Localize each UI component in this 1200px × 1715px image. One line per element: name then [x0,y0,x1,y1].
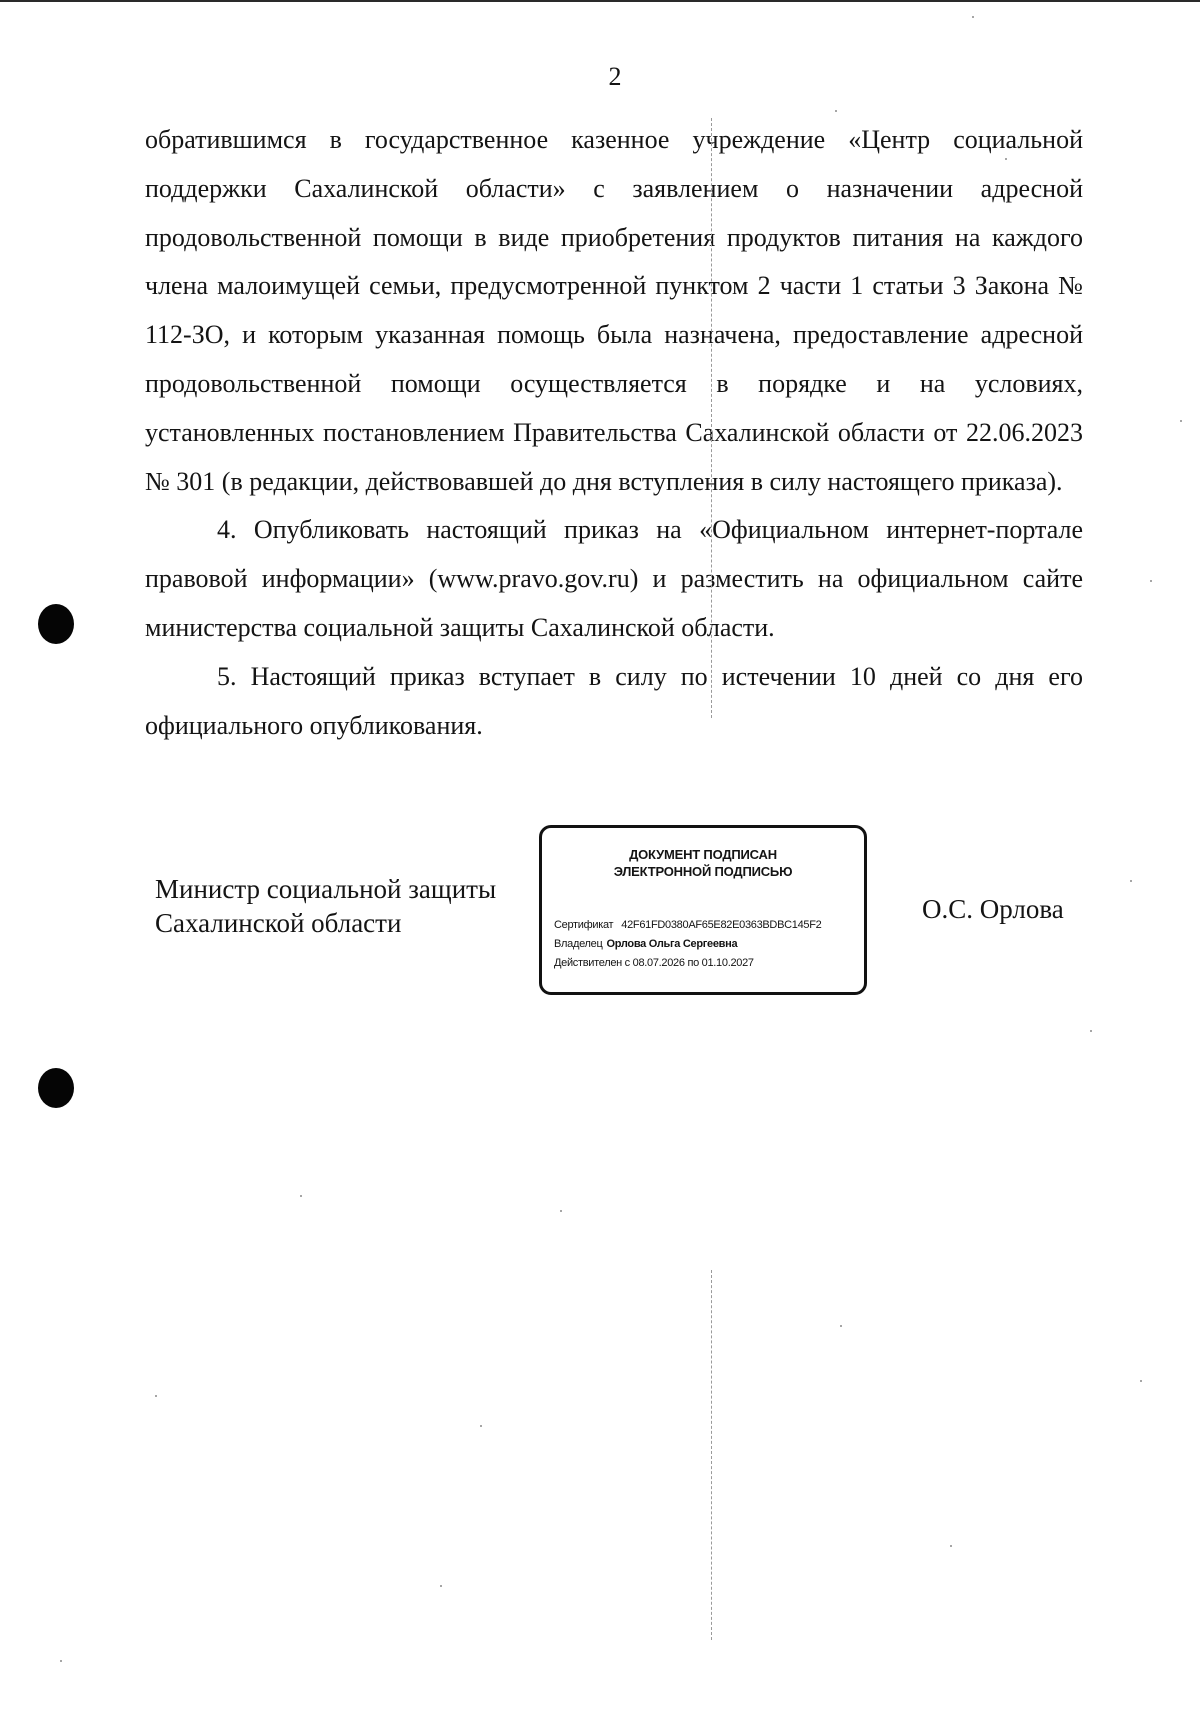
scan-speck [1150,580,1152,582]
stamp-certificate-row [554,916,821,935]
scan-speck [480,1425,482,1427]
scan-speck [60,1660,62,1662]
page-number: 2 [608,62,622,91]
scan-speck [950,1545,952,1547]
stamp-owner-label: Владелец [554,938,603,950]
scan-speck [560,1210,562,1212]
scan-speck [1130,880,1132,882]
scan-speck [972,16,974,18]
scan-fold-line-lower [711,1270,712,1640]
signer-name: О.С. Орлова [922,894,1064,924]
stamp-owner-value: Орлова Ольга Сергеевна [606,938,738,950]
paragraph-item-4: 4. Опубликовать настоящий приказ на «Официальном интернет-портале правовой информации» (www.pravo.gov.ru) и разместить на официальном сайте министерства социальной защиты Сахалинской области. [145,515,1083,642]
signer-position-line-1: Министр социальной защиты [155,874,497,904]
paragraph-item-5: 5. Настоящий приказ вступает в силу по истечении 10 дней со дня его официального опубликования. [145,661,1083,740]
punch-hole-upper [38,604,74,644]
document-body [145,116,1083,750]
stamp-heading [542,846,864,880]
paragraph-continuation: обратившимся в государственное казенное учреждение «Центр социальной поддержки Сахалинской области» с заявлением о назначении адресной продовольственной помощи в виде приобретения продуктов питания на каждого члена малоимущей семьи, предусмотренной пунктом 2 части 1 статьи 3 Закона № 112-ЗО, и которым указанная помощь была назначена, предоставление адресной продовольственной помощи осуществляется в порядке и на условиях, установленных постановлением Правительства Сахалинской области от 22.06.2023 № 301 (в редакции, действовавшей до дня вступления в силу настоящего приказа). [145,125,1083,496]
scan-speck [835,110,837,112]
scan-speck [1005,158,1007,160]
punch-hole-lower [38,1068,74,1108]
stamp-heading-line-1: ДОКУМЕНТ ПОДПИСАН [629,847,777,862]
scan-speck [1090,1030,1092,1032]
scan-speck [300,1195,302,1197]
stamp-details [554,916,821,973]
scan-speck [1140,1380,1142,1382]
stamp-owner-row [554,935,821,954]
scan-speck [155,1395,157,1397]
scan-fold-line-upper [711,118,712,718]
scan-speck [440,1585,442,1587]
scan-speck [1180,420,1182,422]
scan-speck [840,1325,842,1327]
electronic-signature-stamp [539,825,867,995]
signer-position [155,872,496,940]
stamp-certificate-value: 42F61FD0380AF65E82E0363BDBC145F2 [621,919,822,931]
stamp-validity: Действителен с 08.07.2026 по 01.10.2027 [554,957,754,969]
signer-position-line-2: Сахалинской области [155,908,402,938]
stamp-certificate-label: Сертификат [554,919,614,931]
stamp-heading-line-2: ЭЛЕКТРОННОЙ ПОДПИСЬЮ [613,864,793,879]
scan-top-edge [0,0,1200,2]
